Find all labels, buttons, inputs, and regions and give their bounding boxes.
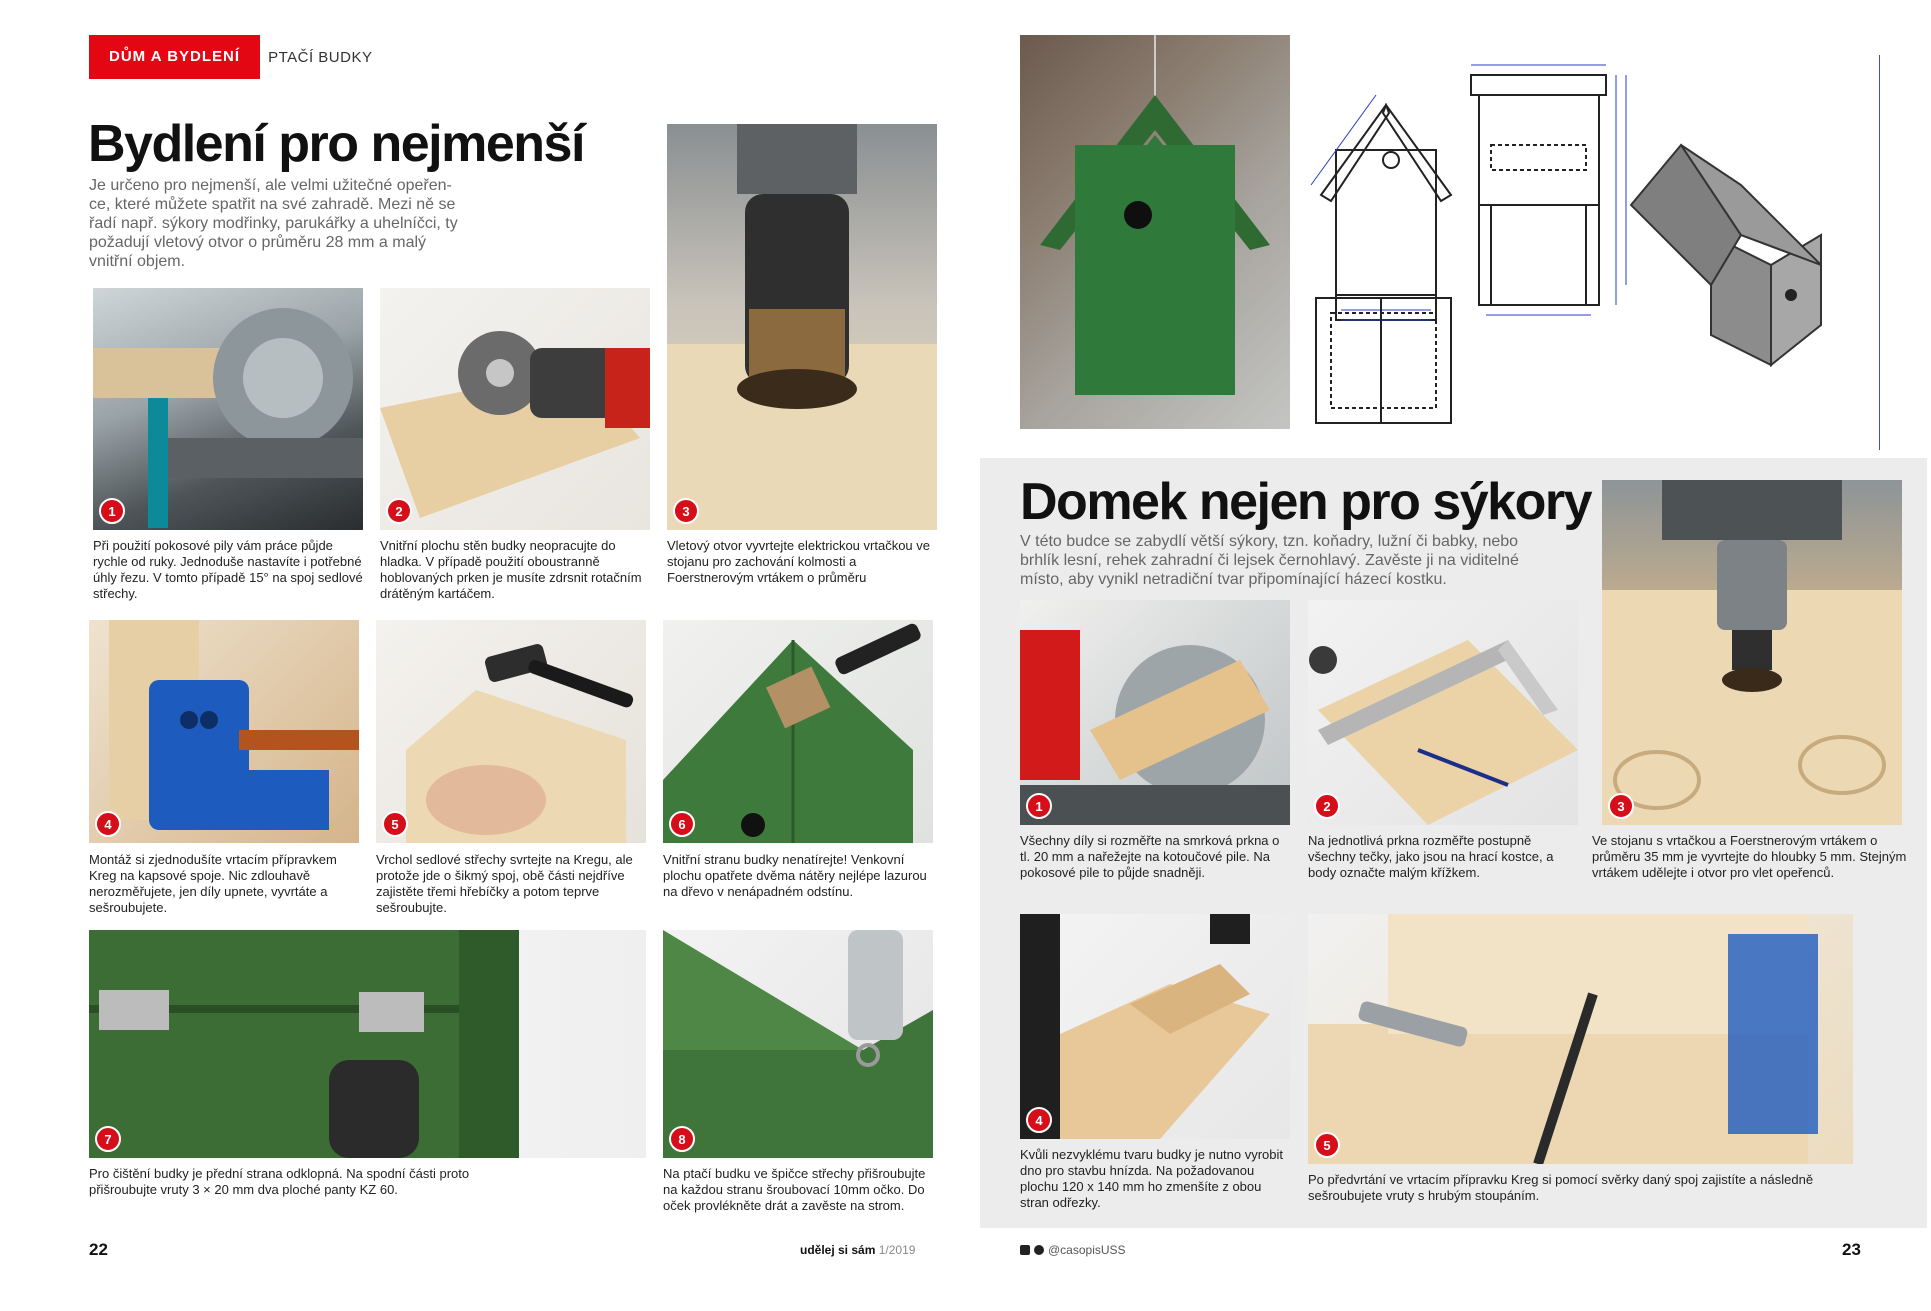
left-page xyxy=(0,0,965,1311)
section-tag xyxy=(89,35,372,79)
forstner-drilling-illustration xyxy=(1602,480,1902,825)
article-lead: V této budce se zabydlí větší sýkory, tzn. koňadry, lužní či babky, nebo brhlík lesní, rehek zahradní či lejsek černohlavý. Zavěste ji na viditelné místo, aby vynikl netradiční tvar připomínající házecí kostku. xyxy=(1020,533,1519,588)
step-badge: 8 xyxy=(669,1126,695,1152)
right-page xyxy=(966,0,1931,1311)
social-handle xyxy=(1020,1243,1126,1257)
photo-green-birdhouse xyxy=(1020,35,1290,429)
photo-miter-saw xyxy=(93,288,363,530)
section-label: DŮM A BYDLENÍ xyxy=(89,35,260,79)
technical-drawing xyxy=(1301,35,1846,435)
clamp-bottom-illustration xyxy=(1020,914,1290,1139)
step-badge: 3 xyxy=(1608,793,1634,819)
step-badge: 1 xyxy=(99,498,125,524)
photo-eye-screw xyxy=(663,930,933,1158)
social-handle-text: @casopisUSS xyxy=(1048,1243,1126,1257)
photo-square-marking xyxy=(1308,600,1578,825)
kreg-screwing-illustration xyxy=(1308,914,1853,1164)
issue-label: 1/2019 xyxy=(878,1243,916,1257)
step-badge: 5 xyxy=(1314,1132,1340,1158)
photo-hammer xyxy=(376,620,646,843)
step-caption: Po předvrtání ve vrtacím přípravku Kreg si pomocí svěrky daný spoj zajistíte a následně sešroubujete vruty s hrubým stoupáním. xyxy=(1308,1172,1814,1203)
photo-forstner-drilling xyxy=(1602,480,1902,825)
step-badge: 5 xyxy=(382,811,408,837)
step-caption: Na ptačí budku ve špičce střechy přišroubujte na každou stranu šroubovací 10mm očko. Do oček provlékněte drát a zavěste na strom. xyxy=(663,1166,926,1213)
wire-brush-illustration xyxy=(380,288,650,530)
step-badge: 1 xyxy=(1026,793,1052,819)
step-caption: Na jednotlivá prkna rozměřte postupně všechny tečky, jako jsou na hrací kostce, a body označte malým křížkem. xyxy=(1308,833,1554,880)
green-birdhouse-illustration xyxy=(1020,35,1290,429)
page-number: 22 xyxy=(89,1240,108,1259)
photo-painting xyxy=(663,620,933,843)
step-badge: 6 xyxy=(669,811,695,837)
step-caption: Montáž si zjednodušíte vrtacím přípravkem Kreg na kapsové spoje. Nic zdlouhavě nerozměřujete, jen díly upnete, vyvrtáte a sešroubujete. xyxy=(89,852,337,915)
step-caption: Při použití pokosové pily vám práce půjde rychle od ruky. Jednoduše nastavíte i potřebné úhly řezu. V tomto případě 15° na spoj sedlové střechy. xyxy=(93,538,363,601)
drill-press-illustration xyxy=(667,124,937,530)
step-badge: 2 xyxy=(386,498,412,524)
magazine-footer xyxy=(800,1243,915,1257)
painting-illustration xyxy=(663,620,933,843)
article-title: Domek nejen pro sýkory xyxy=(1020,473,1591,531)
magazine-name: udělej si sám xyxy=(800,1243,876,1257)
step-caption: Všechny díly si rozměřte na smrková prkna o tl. 20 mm a nařežejte na kotoučové pile. Na pokosové pile to půjde snadněji. xyxy=(1020,833,1280,880)
step-caption: Vrchol sedlové střechy svrtejte na Kregu, ale protože jde o šikmý spoj, obě části nejdříve zajistěte třemi hřebíčky a potom teprve sešroubujte. xyxy=(376,852,633,915)
circular-saw-illustration xyxy=(1020,600,1290,825)
hammer-illustration xyxy=(376,620,646,843)
photo-kreg-screwing xyxy=(1308,914,1853,1164)
step-badge: 2 xyxy=(1314,793,1340,819)
photo-clamp-bottom xyxy=(1020,914,1290,1139)
photo-wire-brush xyxy=(380,288,650,530)
instagram-icon xyxy=(1034,1245,1044,1255)
photo-hinges xyxy=(89,930,646,1158)
step-badge: 4 xyxy=(95,811,121,837)
rubric-label: PTAČÍ BUDKY xyxy=(268,48,373,66)
step-caption: Ve stojanu s vrtačkou a Foerstnerovým vrtákem o průměru 35 mm je vyvrtejte do hloubky 5 mm. Stejným vrtákem udělejte i otvor pro vlet opeřenců. xyxy=(1592,833,1907,880)
step-caption: Vnitřní plochu stěn budky neopracujte do hladka. V případě použití oboustranně hoblovaných prken je musíte zdrsnit rotačním drátěným kartáčem. xyxy=(380,538,642,601)
column-rule xyxy=(1879,55,1880,450)
step-badge: 7 xyxy=(95,1126,121,1152)
facebook-icon xyxy=(1020,1245,1030,1255)
technical-drawing-svg xyxy=(1301,35,1846,435)
miter-saw-illustration xyxy=(93,288,363,530)
photo-kreg-jig xyxy=(89,620,359,843)
kreg-jig-illustration xyxy=(89,620,359,843)
step-badge: 4 xyxy=(1026,1107,1052,1133)
step-caption: Kvůli nezvyklému tvaru budky je nutno vyrobit dno pro stavbu hnízda. Na požadovanou plochu 120 x 140 mm ho zmenšíte z obou stran odřezky. xyxy=(1020,1147,1284,1210)
photo-drill-press xyxy=(667,124,937,530)
hinges-illustration xyxy=(89,930,646,1158)
article-lead: Je určeno pro nejmenší, ale velmi užitečné opeřen- ce, které můžete spatřit na své zahradě. Mezi ně se řadí např. sýkory modřinky, parukářky a uhelníčci, ty požadují vletový otvor o průměru 28 mm a malý vnitřní objem. xyxy=(89,177,458,270)
article-title: Bydlení pro nejmenší xyxy=(88,115,584,173)
eye-screw-illustration xyxy=(663,930,933,1158)
square-marking-illustration xyxy=(1308,600,1578,825)
photo-circular-saw xyxy=(1020,600,1290,825)
step-badge: 3 xyxy=(673,498,699,524)
step-caption: Vnitřní stranu budky nenatírejte! Venkovní plochu opatřete dvěma nátěry nejlépe lazurou na dřevo v nenápadném odstínu. xyxy=(663,852,927,899)
page-number: 23 xyxy=(1842,1240,1861,1259)
step-caption: Vletový otvor vyvrtejte elektrickou vrtačkou ve stojanu pro zachování kolmosti a Foerstnerovým vrtákem o průměru xyxy=(667,538,930,585)
step-caption: Pro čištění budky je přední strana odklopná. Na spodní části proto přišroubujte vruty 3 × 20 mm dva ploché panty KZ 60. xyxy=(89,1166,470,1197)
